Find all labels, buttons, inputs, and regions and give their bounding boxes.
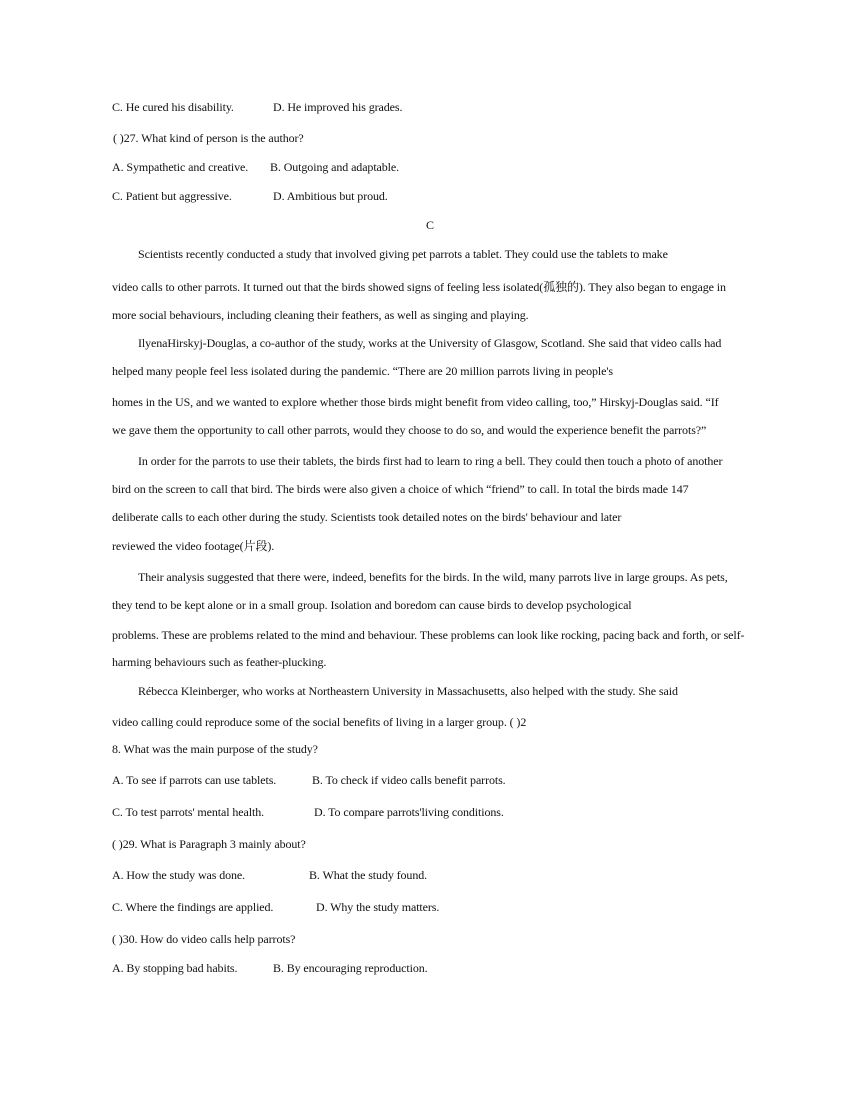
q27-option-b: B. Outgoing and adaptable. (270, 160, 400, 174)
paragraph-3-line-3: deliberate calls to each other during the study. Scientists took detailed notes on the birds' behaviour and later (112, 510, 622, 524)
q30-stem: ( )30. How do video calls help parrots? (112, 932, 296, 946)
q29-option-d: D. Why the study matters. (316, 900, 440, 914)
paragraph-2-line-3: homes in the US, and we wanted to explore whether those birds might benefit from video calling, too,” Hirskyj-Douglas said. “If (112, 395, 719, 409)
paragraph-5-line-2: video calling could reproduce some of the social benefits of living in a larger group. ( )2 (112, 715, 527, 729)
paragraph-2-line-2: helped many people feel less isolated during the pandemic. “There are 20 million parrots living in people's (112, 364, 613, 378)
paragraph-4-line-1: Their analysis suggested that there were, indeed, benefits for the birds. In the wild, many parrots live in large groups. As pets, (138, 570, 728, 584)
q28-option-b: B. To check if video calls benefit parrots. (312, 773, 506, 787)
q30-option-a: A. By stopping bad habits. (112, 961, 238, 975)
q28-option-d: D. To compare parrots'living conditions. (314, 805, 504, 819)
q26-option-c: C. He cured his disability. (112, 100, 234, 114)
paragraph-1-line-2: video calls to other parrots. It turned out that the birds showed signs of feeling less isolated(孤独的). They also began to engage in (112, 280, 726, 294)
q27-option-c: C. Patient but aggressive. (112, 189, 232, 203)
paragraph-2-line-4: we gave them the opportunity to call other parrots, would they choose to do so, and would the experience benefit the parrots?” (112, 423, 707, 437)
q26-option-d: D. He improved his grades. (273, 100, 403, 114)
q27-stem: ( )27. What kind of person is the author? (113, 131, 304, 145)
paragraph-4-line-4: harming behaviours such as feather-plucking. (112, 655, 327, 669)
q29-stem: ( )29. What is Paragraph 3 mainly about? (112, 837, 306, 851)
q29-option-c: C. Where the findings are applied. (112, 900, 274, 914)
q28-stem: 8. What was the main purpose of the study? (112, 742, 318, 756)
q27-option-d: D. Ambitious but proud. (273, 189, 388, 203)
section-label: C (426, 218, 434, 232)
paragraph-3-line-2: bird on the screen to call that bird. The birds were also given a choice of which “friend” to call. In total the birds made 147 (112, 482, 689, 496)
q28-option-c: C. To test parrots' mental health. (112, 805, 265, 819)
q30-option-b: B. By encouraging reproduction. (273, 961, 428, 975)
q29-option-b: B. What the study found. (309, 868, 428, 882)
paragraph-1-line-3: more social behaviours, including cleaning their feathers, as well as singing and playing. (112, 308, 529, 322)
paragraph-3-line-1: In order for the parrots to use their tablets, the birds first had to learn to ring a bell. They could then touch a photo of another (138, 454, 723, 468)
paragraph-4-line-3: problems. These are problems related to the mind and behaviour. These problems can look like rocking, pacing back and forth, or self- (112, 628, 745, 642)
q28-option-a: A. To see if parrots can use tablets. (112, 773, 277, 787)
paragraph-3-line-4: reviewed the video footage(片段). (112, 539, 275, 553)
paragraph-4-line-2: they tend to be kept alone or in a small group. Isolation and boredom can cause birds to develop psychological (112, 598, 632, 612)
paragraph-2-line-1: IlyenaHirskyj-Douglas, a co-author of the study, works at the University of Glasgow, Scotland. She said that video calls had (138, 336, 722, 350)
paragraph-5-line-1: Rébecca Kleinberger, who works at Northeastern University in Massachusetts, also helped with the study. She said (138, 684, 678, 698)
q27-option-a: A. Sympathetic and creative. (112, 160, 249, 174)
q29-option-a: A. How the study was done. (112, 868, 246, 882)
paragraph-1-line-1: Scientists recently conducted a study that involved giving pet parrots a tablet. They could use the tablets to make (138, 247, 668, 261)
